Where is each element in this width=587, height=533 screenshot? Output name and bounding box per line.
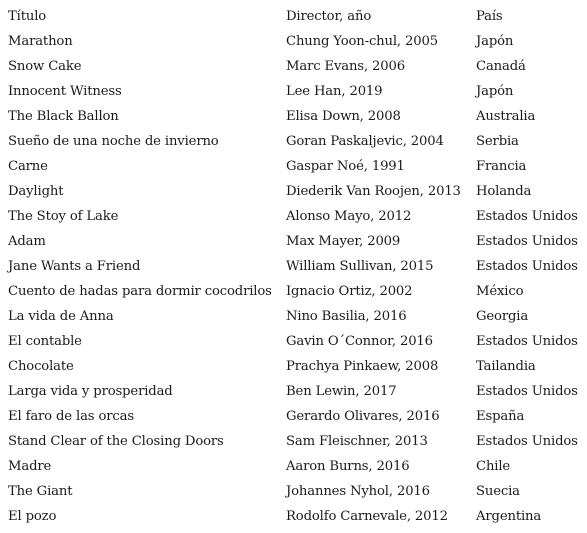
cell-title: Daylight (8, 184, 64, 199)
cell-country: España (476, 409, 525, 424)
cell-director: Prachya Pinkaew, 2008 (286, 359, 439, 374)
cell-country: Japón (476, 84, 514, 99)
cell-director: Sam Fleischner, 2013 (286, 434, 428, 449)
cell-director: Ignacio Ortiz, 2002 (286, 284, 413, 299)
cell-director: Nino Basilia, 2016 (286, 309, 407, 324)
table-header-row (0, 4, 587, 29)
table-row (0, 304, 587, 329)
cell-title: Cuento de hadas para dormir cocodrilos (8, 284, 272, 299)
cell-country: Estados Unidos (476, 384, 578, 399)
film-table (0, 4, 587, 529)
cell-title: The Black Ballon (8, 109, 119, 124)
cell-title: El pozo (8, 509, 57, 524)
cell-country: Holanda (476, 184, 532, 199)
table-row (0, 429, 587, 454)
cell-country: Tailandia (476, 359, 536, 374)
cell-country: Australia (476, 109, 536, 124)
header-country: País (476, 9, 503, 24)
cell-title: Marathon (8, 34, 73, 49)
cell-country: México (476, 284, 524, 299)
table-body (0, 29, 587, 529)
cell-title: The Stoy of Lake (8, 209, 119, 224)
table-row (0, 329, 587, 354)
cell-country: Estados Unidos (476, 259, 578, 274)
cell-title: Chocolate (8, 359, 74, 374)
cell-title: The Giant (8, 484, 73, 499)
table-row (0, 379, 587, 404)
cell-title: Larga vida y prosperidad (8, 384, 173, 399)
header-title: Título (8, 9, 47, 24)
table-row (0, 354, 587, 379)
table-row (0, 404, 587, 429)
cell-director: Rodolfo Carnevale, 2012 (286, 509, 448, 524)
cell-title: Stand Clear of the Closing Doors (8, 434, 224, 449)
cell-director: Marc Evans, 2006 (286, 59, 405, 74)
table-row (0, 29, 587, 54)
cell-title: La vida de Anna (8, 309, 114, 324)
cell-director: Goran Paskaljevic, 2004 (286, 134, 444, 149)
cell-country: Suecia (476, 484, 520, 499)
cell-country: Serbia (476, 134, 519, 149)
table-row (0, 129, 587, 154)
cell-title: Carne (8, 159, 48, 174)
cell-country: Chile (476, 459, 511, 474)
cell-director: Alonso Mayo, 2012 (286, 209, 412, 224)
table-row (0, 229, 587, 254)
cell-title: El faro de las orcas (8, 409, 134, 424)
cell-title: Adam (8, 234, 46, 249)
cell-title: Innocent Witness (8, 84, 122, 99)
cell-title: Snow Cake (8, 59, 82, 74)
cell-director: William Sullivan, 2015 (286, 259, 434, 274)
table-row (0, 104, 587, 129)
table-row (0, 479, 587, 504)
cell-director: Gavin O´Connor, 2016 (286, 334, 433, 349)
header-director: Director, año (286, 9, 372, 24)
cell-country: Estados Unidos (476, 209, 578, 224)
cell-director: Ben Lewin, 2017 (286, 384, 397, 399)
cell-country: Francia (476, 159, 527, 174)
cell-country: Estados Unidos (476, 434, 578, 449)
table-row (0, 504, 587, 529)
cell-director: Gerardo Olivares, 2016 (286, 409, 440, 424)
table-row (0, 204, 587, 229)
table-row (0, 54, 587, 79)
table-row (0, 179, 587, 204)
cell-country: Japón (476, 34, 514, 49)
cell-director: Gaspar Noé, 1991 (286, 159, 405, 174)
cell-director: Chung Yoon-chul, 2005 (286, 34, 438, 49)
cell-director: Diederik Van Roojen, 2013 (286, 184, 461, 199)
cell-title: Jane Wants a Friend (8, 259, 141, 274)
table-row (0, 254, 587, 279)
cell-director: Max Mayer, 2009 (286, 234, 401, 249)
table-row (0, 154, 587, 179)
cell-country: Estados Unidos (476, 334, 578, 349)
table-row (0, 79, 587, 104)
cell-director: Johannes Nyhol, 2016 (286, 484, 430, 499)
table-row (0, 279, 587, 304)
cell-director: Lee Han, 2019 (286, 84, 383, 99)
cell-director: Aaron Burns, 2016 (286, 459, 410, 474)
cell-title: Madre (8, 459, 52, 474)
table-row (0, 454, 587, 479)
cell-country: Argentina (476, 509, 542, 524)
cell-country: Georgia (476, 309, 529, 324)
cell-title: El contable (8, 334, 82, 349)
cell-country: Estados Unidos (476, 234, 578, 249)
cell-title: Sueño de una noche de invierno (8, 134, 219, 149)
cell-director: Elisa Down, 2008 (286, 109, 401, 124)
cell-country: Canadá (476, 59, 526, 74)
